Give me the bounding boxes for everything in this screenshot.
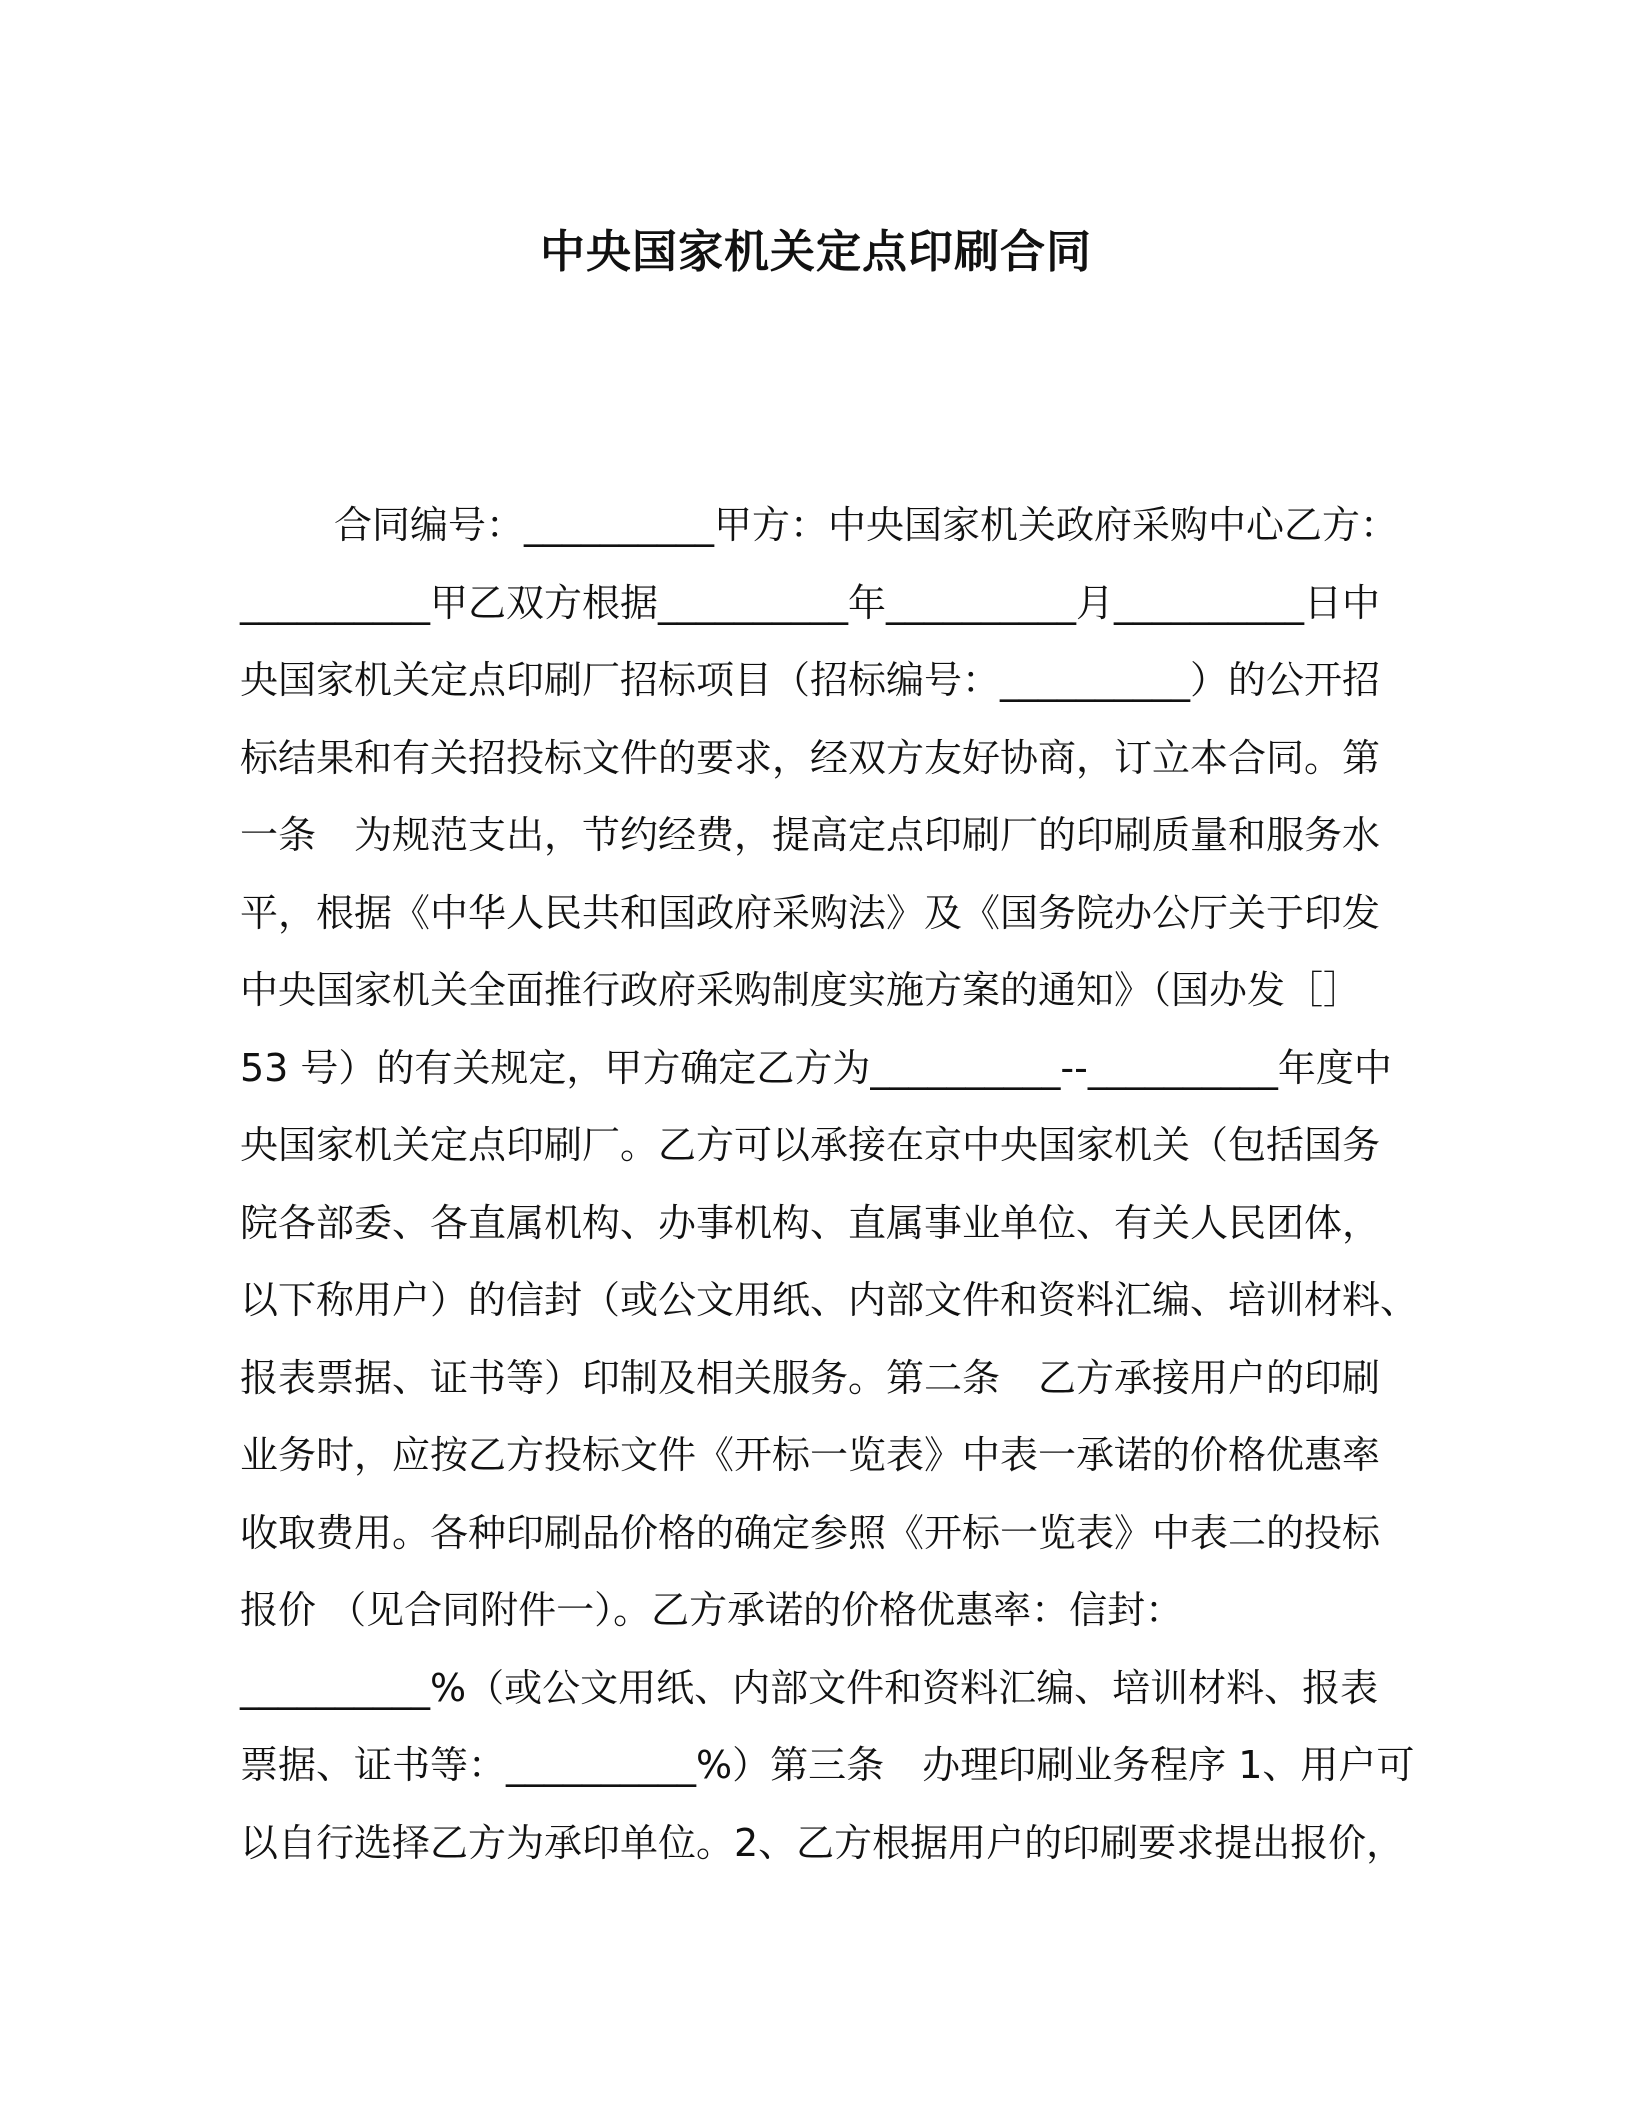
- text-line: 报表票据、证书等）印制及相关服务。第二条 乙方承接用户的印刷: [240, 1355, 1381, 1400]
- text-line: 院各部委、各直属机构、办事机构、直属事业单位、有关人民团体，: [240, 1200, 1381, 1245]
- text-line: 合同编号：__________甲方：中央国家机关政府采购中心乙方：: [334, 503, 1399, 547]
- text-line: __________甲乙双方根据__________年__________月__________日中: [240, 580, 1381, 625]
- text-line: 以下称用户）的信封（或公文用纸、内部文件和资料汇编、培训材料、: [240, 1278, 1419, 1322]
- text-line: 报价 （见合同附件一）。乙方承诺的价格优惠率：信封：: [240, 1588, 1184, 1632]
- text-line: 中央国家机关全面推行政府采购制度实施方案的通知》（国办发［］: [240, 968, 1362, 1012]
- text-line: 平，根据《中华人民共和国政府采购法》及《国务院办公厅关于印发: [240, 890, 1381, 935]
- text-line: 53 号）的有关规定，甲方确定乙方为__________--__________年度中: [240, 1045, 1392, 1090]
- text-line: 以自行选择乙方为承印单位。2、乙方根据用户的印刷要求提出报价，: [240, 1820, 1405, 1865]
- text-line: __________%（或公文用纸、内部文件和资料汇编、培训材料、报表: [240, 1665, 1379, 1710]
- text-line: 央国家机关定点印刷厂招标项目（招标编号：__________）的公开招: [240, 658, 1381, 702]
- text-line: 标结果和有关招投标文件的要求，经双方友好协商，订立本合同。第: [240, 735, 1381, 780]
- text-line: 收取费用。各种印刷品价格的确定参照《开标一览表》中表二的投标: [240, 1510, 1381, 1555]
- text-line: 票据、证书等：__________%）第三条 办理印刷业务程序 1、用户可: [240, 1743, 1415, 1787]
- document-title: 中央国家机关定点印刷合同: [539, 225, 1092, 278]
- text-line: 一条 为规范支出，节约经费，提高定点印刷厂的印刷质量和服务水: [240, 813, 1381, 857]
- document-body: [240, 487, 1419, 1882]
- text-line: 央国家机关定点印刷厂。乙方可以承接在京中央国家机关（包括国务: [240, 1123, 1381, 1167]
- text-line: 业务时，应按乙方投标文件《开标一览表》中表一承诺的价格优惠率: [240, 1433, 1381, 1477]
